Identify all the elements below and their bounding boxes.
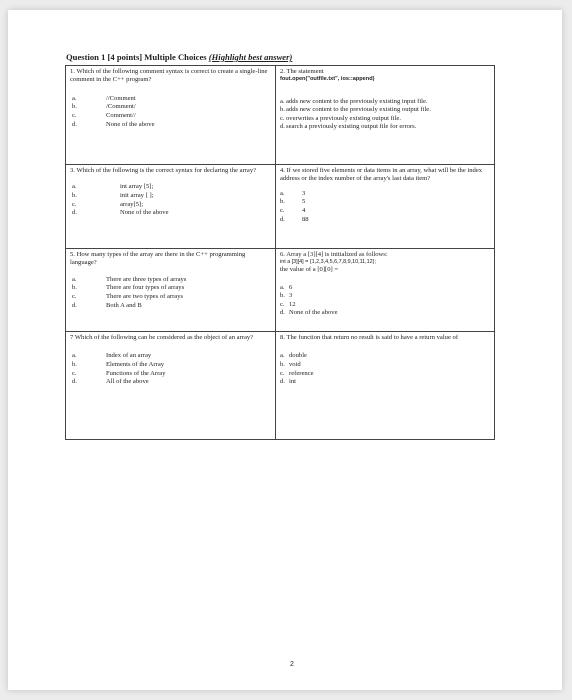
option[interactable] bbox=[280, 106, 491, 115]
option-letter: c. bbox=[72, 200, 77, 208]
option-letter: a. bbox=[72, 275, 77, 283]
option[interactable] bbox=[70, 352, 272, 361]
option-letter: d. bbox=[72, 301, 77, 309]
option-letter: b. bbox=[280, 292, 285, 300]
option-letter: a. bbox=[72, 183, 77, 191]
option-text: overwrites a previously existing output file. bbox=[286, 114, 402, 122]
code-snippet: int a [3][4] = {1,2,3,4,5,6,7,8,9,10,11,12}; bbox=[280, 259, 376, 266]
question-row bbox=[66, 66, 495, 165]
question-row bbox=[66, 249, 495, 332]
options-list bbox=[70, 95, 272, 129]
option-letter: b. bbox=[72, 284, 77, 292]
option-text: init array [ ]; bbox=[120, 192, 154, 199]
option-letter: d. bbox=[280, 123, 285, 131]
option-text: There are three types of arrays bbox=[106, 275, 187, 283]
option-letter: b. bbox=[280, 198, 285, 206]
option-text: Comment// bbox=[106, 112, 136, 119]
option-letter: b. bbox=[72, 192, 77, 199]
option-text: 6 bbox=[289, 283, 293, 291]
page-number: 2 bbox=[290, 661, 294, 668]
question-row bbox=[66, 165, 495, 249]
option[interactable] bbox=[70, 370, 272, 379]
option-text: adds new content to the previously existing output file. bbox=[286, 106, 431, 114]
option-text: All of the above bbox=[106, 378, 149, 386]
option-letter: a. bbox=[280, 189, 285, 197]
option-letter: d. bbox=[280, 378, 285, 386]
option-letter: b. bbox=[72, 103, 77, 111]
heading-instruction: (Highlight best answer) bbox=[208, 52, 293, 62]
question-stem: 1. Which of the following comment syntax is correct to create a single-line comment in the C++ program? bbox=[70, 68, 268, 84]
option[interactable] bbox=[280, 301, 491, 310]
option-text: //Comment bbox=[106, 94, 136, 102]
option[interactable] bbox=[70, 95, 272, 104]
option-text: None of the above bbox=[289, 309, 338, 317]
question-stem: 6. Array a [3][4] is initialized as follows: bbox=[280, 251, 388, 258]
option[interactable] bbox=[280, 98, 491, 107]
option-text: 5 bbox=[302, 198, 306, 206]
options-list bbox=[280, 190, 491, 224]
option-letter: c. bbox=[280, 114, 285, 122]
option-text: /Comment/ bbox=[106, 103, 136, 111]
option-text: 3 bbox=[302, 189, 306, 197]
question-7 bbox=[66, 332, 276, 440]
question-6 bbox=[276, 249, 495, 332]
option-letter: b. bbox=[280, 106, 285, 114]
document-page bbox=[8, 10, 562, 690]
option-letter: c. bbox=[72, 369, 77, 377]
option[interactable] bbox=[70, 201, 272, 210]
questions-table bbox=[65, 65, 495, 440]
option-text: int bbox=[289, 378, 296, 386]
option[interactable] bbox=[280, 207, 491, 216]
option[interactable] bbox=[280, 284, 491, 293]
option-letter: c. bbox=[280, 207, 285, 214]
option[interactable] bbox=[280, 352, 491, 361]
option[interactable] bbox=[280, 370, 491, 379]
options-list bbox=[70, 352, 272, 386]
option[interactable] bbox=[280, 190, 491, 199]
option-text: 12 bbox=[289, 300, 296, 308]
question-stem: 4. If we stored five elements or data items in an array, what will be the index address or the index number of the array's last data item? bbox=[280, 167, 483, 183]
option-text: Both A and B bbox=[106, 301, 142, 309]
option-letter: a. bbox=[280, 352, 285, 360]
option-text: search a previously existing output file for errors. bbox=[286, 123, 417, 131]
option[interactable] bbox=[70, 361, 272, 370]
option[interactable] bbox=[280, 361, 491, 370]
question-stem-continued: the value of a [0][0] = bbox=[280, 266, 339, 274]
option-text: void bbox=[289, 361, 301, 368]
option-text: adds new content to the previously existing input file. bbox=[286, 97, 428, 105]
question-stem: 5. How many types of the array are there in the C++ programming language? bbox=[70, 251, 246, 267]
question-stem: 7 Which of the following can be considered as the object of an array? bbox=[70, 334, 254, 341]
option[interactable] bbox=[70, 112, 272, 121]
option[interactable] bbox=[70, 293, 272, 302]
option-text: 3 bbox=[289, 292, 293, 300]
option[interactable] bbox=[280, 378, 491, 387]
option[interactable] bbox=[280, 123, 491, 132]
option-letter: a. bbox=[72, 94, 77, 102]
option-letter: d. bbox=[72, 209, 77, 217]
option[interactable] bbox=[280, 115, 491, 124]
question-stem: 8. The function that return no result is said to have a return value of bbox=[280, 334, 459, 341]
option[interactable] bbox=[70, 378, 272, 387]
question-stem: 3. Which of the following is the correct syntax for declaring the array? bbox=[70, 167, 257, 174]
option[interactable] bbox=[70, 302, 272, 311]
option-text: int array [5]; bbox=[120, 183, 154, 191]
option-text: 88 bbox=[302, 215, 309, 223]
options-list bbox=[280, 98, 491, 132]
options-list bbox=[70, 276, 272, 310]
question-row bbox=[66, 332, 495, 440]
question-2 bbox=[276, 66, 495, 165]
option[interactable] bbox=[280, 309, 491, 318]
options-list bbox=[280, 352, 491, 386]
option[interactable] bbox=[70, 192, 272, 201]
option[interactable] bbox=[70, 284, 272, 293]
option-letter: c. bbox=[72, 293, 77, 300]
options-list bbox=[280, 284, 491, 318]
option-letter: d. bbox=[72, 378, 77, 386]
heading-text: Question 1 [4 points] Multiple Choices bbox=[66, 52, 209, 62]
question-8 bbox=[276, 332, 495, 440]
question-5 bbox=[66, 249, 276, 332]
option-letter: a. bbox=[72, 352, 77, 360]
question-4 bbox=[276, 165, 495, 249]
option-text: None of the above bbox=[106, 120, 155, 128]
option[interactable] bbox=[280, 292, 491, 301]
option[interactable] bbox=[280, 198, 491, 207]
option-letter: d. bbox=[280, 309, 285, 317]
option[interactable] bbox=[70, 209, 272, 218]
option[interactable] bbox=[70, 183, 272, 192]
option-text: There are two types of arrays bbox=[106, 293, 184, 300]
option-letter: c. bbox=[72, 112, 77, 119]
code-snippet: fout.open("outfile.txt", ios::append) bbox=[280, 76, 375, 83]
option-text: 4 bbox=[302, 207, 306, 214]
option-text: Functions of the Array bbox=[106, 369, 166, 377]
options-list bbox=[70, 183, 272, 217]
question-1 bbox=[66, 66, 276, 165]
option-letter: b. bbox=[280, 361, 285, 368]
option-text: There are four types of arrays bbox=[106, 284, 185, 292]
option-text: array[5]; bbox=[120, 200, 144, 208]
option-letter: c. bbox=[280, 369, 285, 377]
option[interactable] bbox=[70, 103, 272, 112]
option-text: Elements of the Array bbox=[106, 361, 165, 368]
option-letter: a. bbox=[280, 97, 285, 105]
option-text: Index of an array bbox=[106, 352, 152, 360]
option[interactable] bbox=[280, 216, 491, 225]
option-letter: b. bbox=[72, 361, 77, 368]
option-letter: c. bbox=[280, 300, 285, 308]
option[interactable] bbox=[70, 276, 272, 285]
option-text: None of the above bbox=[120, 209, 169, 217]
option[interactable] bbox=[70, 121, 272, 130]
option-text: reference bbox=[289, 369, 314, 377]
question-heading bbox=[66, 52, 292, 62]
question-3 bbox=[66, 165, 276, 249]
question-stem: 2. The statement bbox=[280, 68, 324, 75]
option-letter: d. bbox=[72, 120, 77, 128]
option-letter: a. bbox=[280, 283, 285, 291]
option-letter: d. bbox=[280, 215, 285, 223]
option-text: double bbox=[289, 352, 307, 360]
